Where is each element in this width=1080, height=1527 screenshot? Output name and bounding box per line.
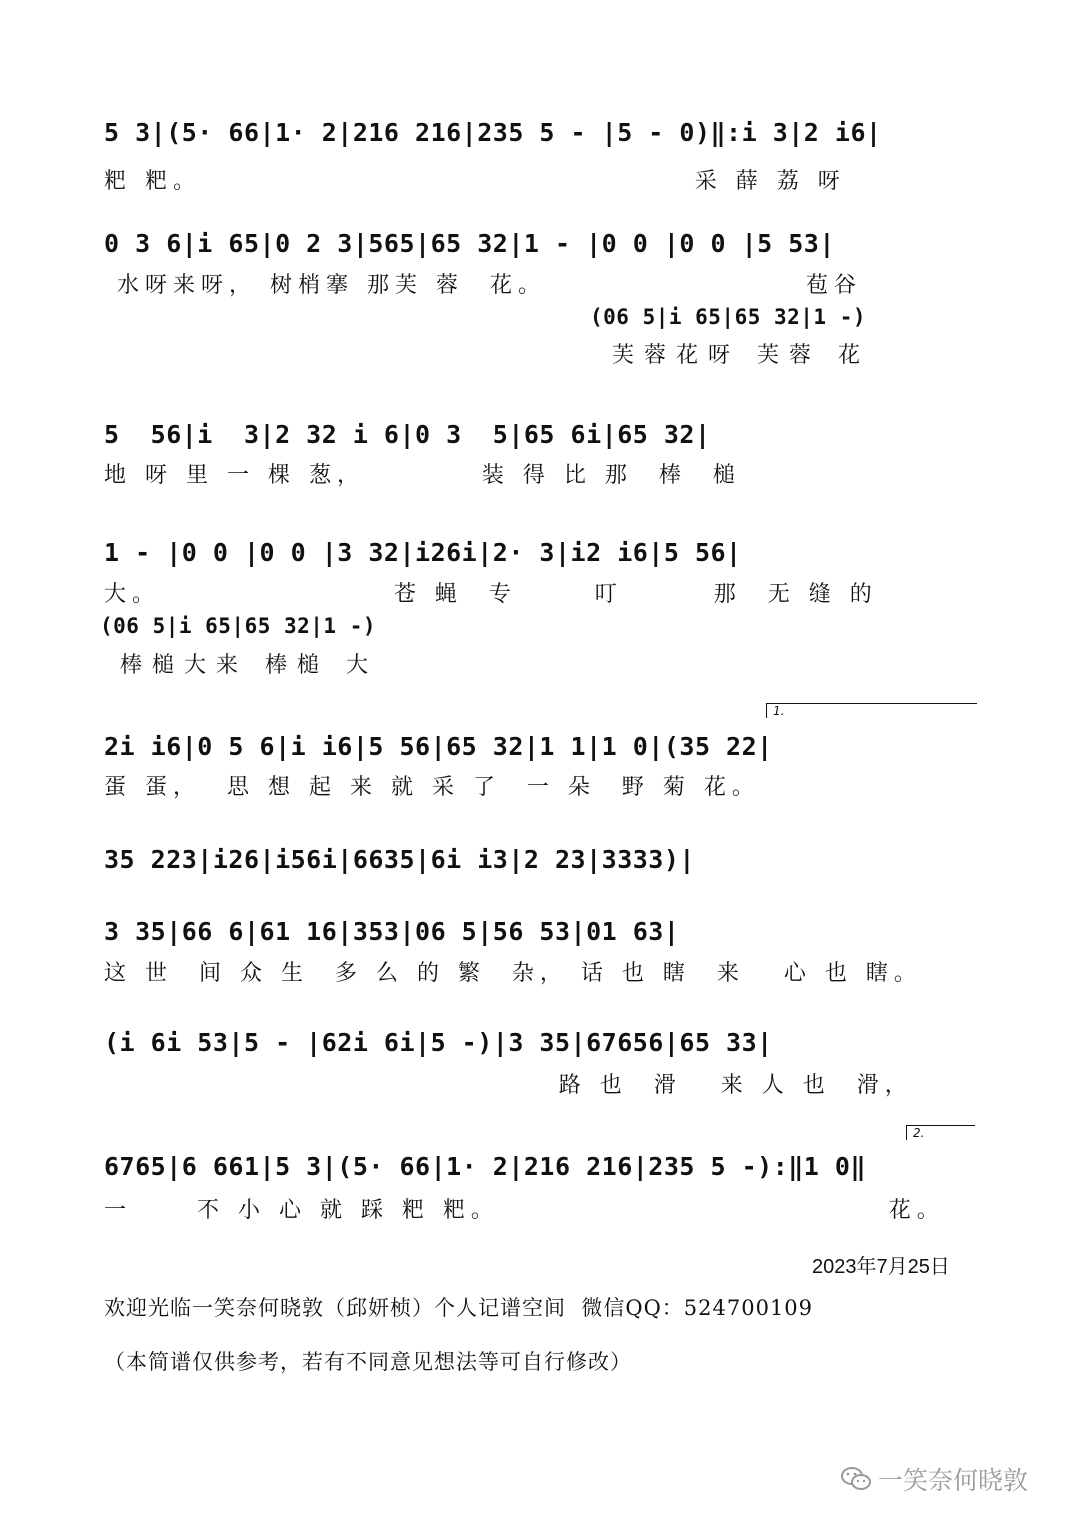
lyric-row-2: 水呀来呀， 树梢搴 那芙 蓉 花。 苞谷 xyxy=(104,273,862,298)
lyric-row-1: 粑 粑。 采 薛 荔 呀 xyxy=(104,169,846,194)
first-ending-bracket xyxy=(766,703,977,718)
notation-row-4: 1 - |0 0 |0 0 |3 32|i26i|2· 3|i2 i6|5 56| xyxy=(104,538,742,567)
footer-disclaimer: （本简谱仅供参考，若有不同意见想法等可自行修改） xyxy=(104,1350,632,1374)
footer-credit: 欢迎光临一笑奈何晓敦（邱妍桢）个人记谱空间 微信QQ：524700109 xyxy=(104,1296,814,1320)
lyric-row-7: 这 世 间 众 生 多 么 的 繁 杂， 话 也 瞎 来 心 也 瞎。 xyxy=(104,961,922,986)
notation-row-1: 5 3|(5· 66|1· 2|216 216|235 5 - |5 - 0)‖:i 3|2 i6| xyxy=(104,118,882,147)
notation-row-2: 0 3 6|i 65|0 2 3|565|65 32|1 - |0 0 |0 0 |5 53| xyxy=(104,229,835,258)
notation-row-8: (i 6i 53|5 - |62i 6i|5 -)|3 35|67656|65 33| xyxy=(104,1028,773,1057)
sub-notation-row-4: (06 5|i 65|65 32|1 -) xyxy=(100,614,377,638)
lyric-row-9: 一 不 小 心 就 踩 粑 粑。 花。 xyxy=(104,1198,945,1223)
lyric-row-4: 大。 苍 蝇 专 叮 那 无 缝 的 xyxy=(104,582,878,607)
lyric-row-3: 地 呀 里 一 棵 葱， 装 得 比 那 棒 槌 xyxy=(104,463,741,488)
notation-row-6: 35 223|i26|i56i|6635|6i i3|2 23|3333)| xyxy=(104,845,695,874)
sub-lyric-row-2: 芙蓉花呀 芙蓉 花 xyxy=(612,343,870,368)
second-ending-label: 2. xyxy=(913,1126,925,1140)
notation-row-9: 6765|6 661|5 3|(5· 66|1· 2|216 216|235 5 -):‖1 0‖ xyxy=(104,1152,867,1181)
notation-row-5: 2i i6|0 5 6|i i6|5 56|65 32|1 1|1 0|(35 22| xyxy=(104,732,773,761)
notation-row-3: 5 56|i 3|2 32 i 6|0 3 5|65 6i|65 32| xyxy=(104,420,711,449)
watermark xyxy=(840,1462,1028,1496)
score-date: 2023年7月25日 xyxy=(812,1256,950,1278)
lyric-row-5: 蛋 蛋， 思 想 起 来 就 采 了 一 朵 野 菊 花。 xyxy=(104,775,760,800)
second-ending-bracket xyxy=(906,1125,975,1140)
sub-lyric-row-4: 棒槌大来 棒槌 大 xyxy=(120,653,378,678)
notation-row-7: 3 35|66 6|61 16|353|06 5|56 53|01 63| xyxy=(104,917,680,946)
sub-notation-row-2: (06 5|i 65|65 32|1 -) xyxy=(590,305,867,329)
watermark-text: 一笑奈何晓敦 xyxy=(878,1466,1029,1495)
first-ending-label: 1. xyxy=(773,704,785,718)
wechat-icon xyxy=(840,1465,872,1493)
lyric-row-8: 路 也 滑 来 人 也 滑， xyxy=(104,1073,913,1098)
